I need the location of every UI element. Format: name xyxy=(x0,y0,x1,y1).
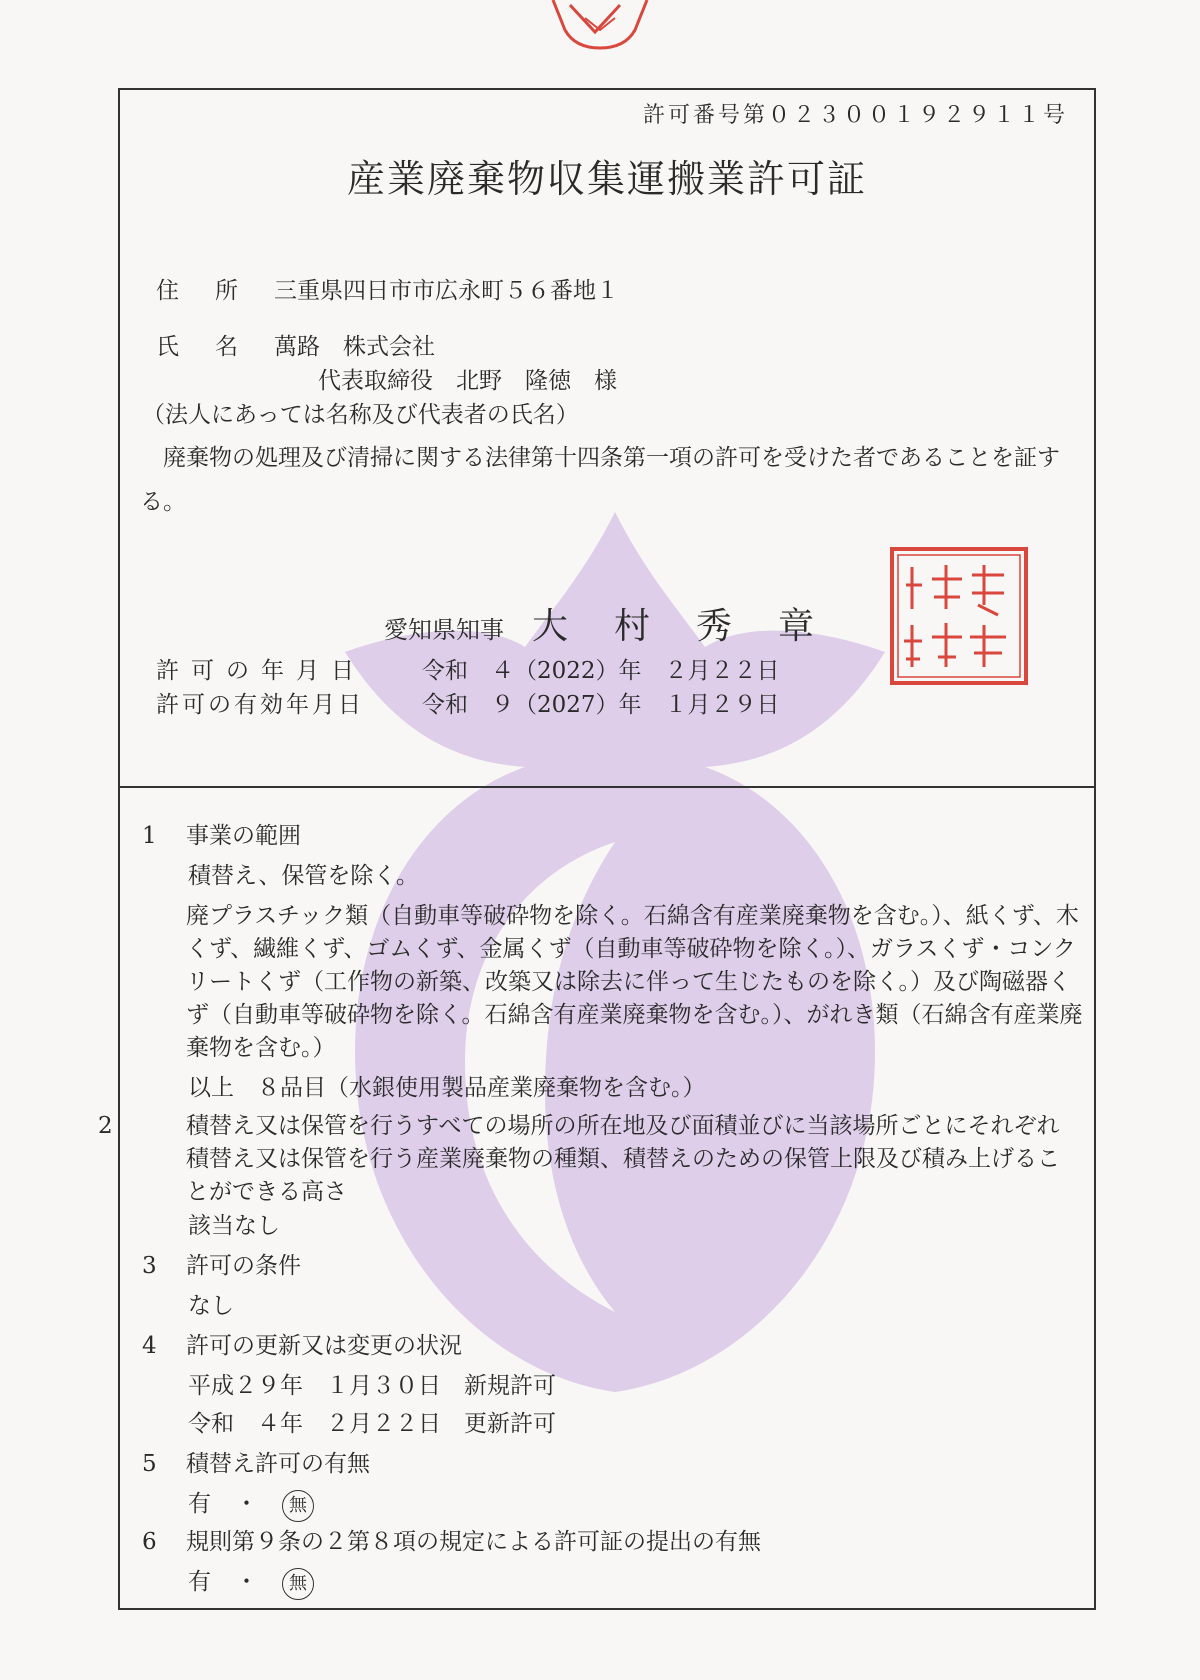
issue-date-value: 令和 ４（2022）年 ２月２２日 xyxy=(422,658,780,684)
section-6-no-circled: 無 xyxy=(282,1568,314,1600)
section-1-number: 1 xyxy=(142,823,157,849)
section-1-items: 廃プラスチック類（自動車等破砕物を除く。石綿含有産業廃棄物を含む。）、紙くず、木くず、繊維くず、ゴムくず、金属くず（自動車等破砕物を除く。）、ガラスくず・コンクリートくず（工作物の新築、改築又は除去に伴って生じたものを除く。）及び陶磁器くず（自動車等破砕物を除く。石綿含有産業廃棄物を含む。）、がれき類（石綿含有産業廃棄物を含む。） xyxy=(186,903,1083,1061)
address-row xyxy=(156,272,619,305)
section-5-choice xyxy=(188,1488,314,1522)
section-5-separator: ・ xyxy=(235,1491,258,1517)
section-6-title: 規則第９条の２第８項の規定による許可証の提出の有無 xyxy=(186,1529,761,1555)
certificate-frame xyxy=(98,88,1096,1610)
section-4-number: 4 xyxy=(142,1333,157,1359)
expiry-date-row xyxy=(156,686,364,719)
section-6-separator: ・ xyxy=(235,1569,258,1595)
section-1-total: 以上 ８品目（水銀使用製品産業廃棄物を含む。） xyxy=(188,1075,706,1101)
issue-date-row xyxy=(156,652,366,685)
certification-statement: 廃棄物の処理及び清掃に関する法律第十四条第一項の許可を受けた者であることを証する。 xyxy=(140,445,1060,515)
expiry-date-value: 令和 ９（2027）年 １月２９日 xyxy=(422,692,780,718)
address-value: 三重県四日市市広永町５６番地１ xyxy=(274,278,619,304)
issuer-name: 大村秀章 xyxy=(531,606,860,647)
section-divider xyxy=(120,786,1094,788)
issuer-position: 愛知県知事 xyxy=(383,616,504,644)
address-label: 住所 xyxy=(156,278,274,304)
document-title: 産業廃棄物収集運搬業許可証 xyxy=(346,157,867,201)
section-3-title: 許可の条件 xyxy=(186,1253,301,1279)
top-stamp-mark xyxy=(545,0,655,55)
section-4-entry-2: 令和 ４年 ２月２２日 更新許可 xyxy=(188,1411,556,1437)
section-6-yes: 有 xyxy=(188,1569,211,1595)
section-4-heading xyxy=(142,1330,462,1363)
representative-name: 代表取締役 北野 隆徳 様 xyxy=(318,368,617,394)
section-1-title: 事業の範囲 xyxy=(186,823,301,849)
permit-number: 許可番号第０２３００１９２９１１号 xyxy=(642,103,1068,128)
section-4-entry-1: 平成２９年 １月３０日 新規許可 xyxy=(188,1373,556,1399)
name-label: 氏名 xyxy=(156,334,274,360)
issue-date-label: 許可の年月日 xyxy=(156,658,366,684)
section-2-heading xyxy=(98,1110,1082,1209)
section-5-no-circled: 無 xyxy=(282,1490,314,1522)
governor-seal xyxy=(888,545,1030,687)
section-3-value: なし xyxy=(188,1293,234,1319)
section-5-yes: 有 xyxy=(188,1491,211,1517)
holder-note: （法人にあっては名称及び代表者の氏名） xyxy=(142,402,579,428)
section-1-heading xyxy=(142,820,301,853)
section-4-title: 許可の更新又は変更の状況 xyxy=(186,1333,462,1359)
section-2-title: 積替え又は保管を行うすべての場所の所在地及び面積並びに当該場所ごとにそれぞれ積替え又は保管を行う産業廃棄物の種類、積替えのための保管上限及び積み上げることができる高さ xyxy=(186,1113,1060,1205)
section-6-choice xyxy=(188,1566,314,1600)
expiry-date-label: 許可の有効年月日 xyxy=(156,692,364,718)
section-6-number: 6 xyxy=(142,1529,157,1555)
section-3-heading xyxy=(142,1250,301,1283)
name-row xyxy=(156,328,435,361)
section-6-heading xyxy=(142,1526,761,1559)
section-2-number: 2 xyxy=(98,1113,113,1139)
section-5-title: 積替え許可の有無 xyxy=(186,1451,370,1477)
company-name: 萬路 株式会社 xyxy=(274,334,435,360)
section-1-line: 積替え、保管を除く。 xyxy=(188,863,419,889)
section-2-value: 該当なし xyxy=(188,1213,280,1239)
section-3-number: 3 xyxy=(142,1253,157,1279)
section-5-number: 5 xyxy=(142,1451,157,1477)
section-5-heading xyxy=(142,1448,370,1481)
